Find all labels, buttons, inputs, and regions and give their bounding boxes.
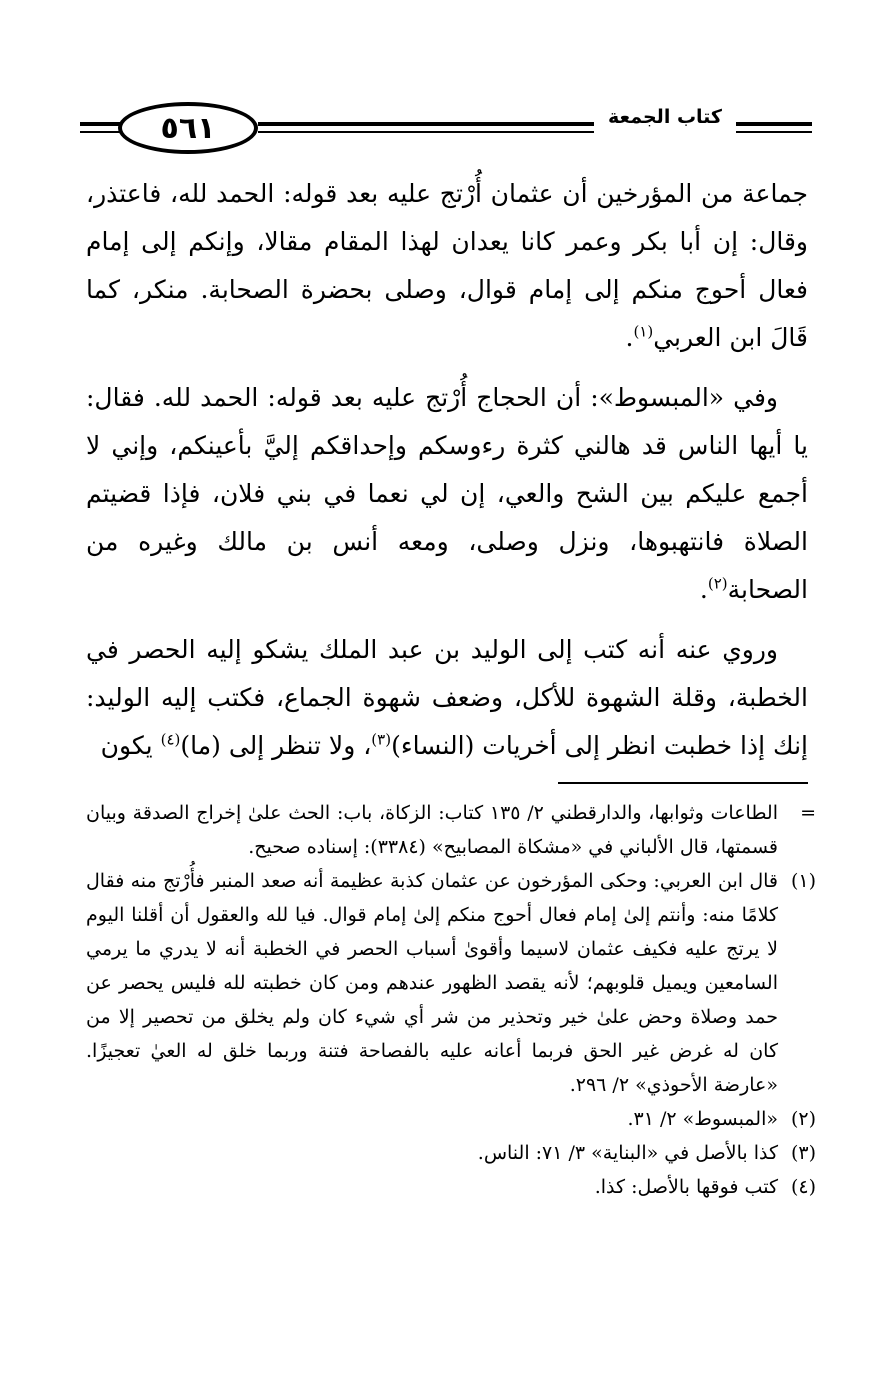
paragraph-1-end: . bbox=[625, 323, 634, 352]
footnote-text: كتب فوقها بالأصل: كذا. bbox=[594, 1176, 778, 1198]
main-text bbox=[86, 170, 808, 782]
paragraph-3-text-c: يكون bbox=[100, 731, 161, 760]
header-rule-middle-thick bbox=[258, 122, 594, 126]
running-title: كتاب الجمعة bbox=[608, 106, 722, 128]
footnote-ref-1: (١) bbox=[633, 322, 654, 341]
paragraph-1-text: جماعة من المؤرخين أن عثمان أُرْتج عليه بعد قوله: الحمد لله، فاعتذر، وقال: إن أبا بكر وعمر كانا يعدان لهذا المقام مقالا، وإنكم إلى إمام فعال أحوج منكم إلى إمام قوال، وصلى بحضرة الصحابة. منكر، كما قَالَ ابن العربي bbox=[86, 179, 808, 352]
paragraph-1 bbox=[86, 170, 808, 362]
header-rule-middle-thin bbox=[258, 131, 594, 133]
header-rule-right-thick bbox=[736, 122, 812, 126]
footnote-separator bbox=[558, 782, 808, 784]
footnote-mark: (١) bbox=[790, 870, 816, 892]
paragraph-3-text-b: ، ولا تنظر إلى (ما) bbox=[180, 731, 372, 760]
footnote-mark: (٢) bbox=[790, 1108, 816, 1130]
running-header bbox=[80, 96, 820, 158]
header-rule-right-thin bbox=[736, 131, 812, 133]
footnote-2 bbox=[86, 1102, 816, 1136]
paragraph-3-text-a: وروي عنه أنه كتب إلى الوليد بن عبد الملك يشكو إليه الحصر في الخطبة، وقلة الشهوة للأكل، وضعف شهوة الجماع، فكتب إليه الوليد: إنك إذا خطبت انظر إلى أخريات (النساء) bbox=[86, 635, 808, 760]
paragraph-2 bbox=[86, 374, 808, 614]
footnote-4 bbox=[86, 1170, 816, 1204]
footnote-ref-2: (٢) bbox=[707, 574, 728, 593]
header-rule-left-thick bbox=[80, 122, 120, 126]
page-number: ٥٦١ bbox=[160, 110, 216, 146]
footnotes bbox=[86, 796, 816, 1204]
header-rule-left-thin bbox=[80, 131, 120, 133]
footnote-ref-3: (٣) bbox=[371, 730, 392, 749]
paragraph-2-text: وفي «المبسوط»: أن الحجاج أُرْتج عليه بعد قوله: الحمد لله. فقال: يا أيها الناس قد هالني كثرة رءوسكم وإحداقكم إليَّ بأعينكم، وإني لا أجمع عليكم بين الشح والعي، إن لي نعما في بني فلان، فإذا قضيتم الصلاة فانتهبوها، ونزل وصلى، ومعه أنس بن مالك وغيره من الصحابة bbox=[86, 383, 808, 604]
footnote-3 bbox=[86, 1136, 816, 1170]
paragraph-3 bbox=[86, 626, 808, 770]
paragraph-2-end: . bbox=[699, 575, 708, 604]
footnote-text: «المبسوط» ٢/ ٣١. bbox=[627, 1108, 778, 1130]
footnote-mark: (٣) bbox=[790, 1142, 816, 1164]
footnote-mark: (٤) bbox=[790, 1176, 816, 1198]
footnote-text: كذا بالأصل في «البناية» ٣/ ٧١: الناس. bbox=[477, 1142, 778, 1164]
footnote-continued bbox=[86, 796, 816, 864]
footnote-text: الطاعات وثوابها، والدارقطني ٢/ ١٣٥ كتاب: الزكاة، باب: الحث علىٰ إخراج الصدقة وبيان قسمتها، قال الألباني في «مشكاة المصابيح» (٣٣٨٤): إسناده صحيح. bbox=[86, 802, 778, 858]
footnote-1 bbox=[86, 864, 816, 1102]
footnote-text: قال ابن العربي: وحكى المؤرخون عن عثمان كذبة عظيمة أنه صعد المنبر فأُرْتج منه فقال كلامًا منه: وأنتم إلىٰ إمام فعال أحوج منكم إلىٰ إمام قوال. فيا لله والعقول أن أقلنا اليوم لا يرتج عليه فكيف عثمان لاسيما وأقوىٰ أسباب الحصر في الخطبة أنه لا يدري ما يرمي السامعين ويميل قلوبهم؛ لأنه يقصد الظهور عندهم ومن كان خطبته لله فليس يحصر عن حمد وصلاة وحض علىٰ خير وتحذير من شر أي شيء كان ولم يخلق من تحصير إلا من كان له غرض غير الحق فربما أعانه عليه بالفصاحة فتنة وربما خلق له العيٰ تعجيزًا. «عارضة الأحوذي» ٢/ ٢٩٦. bbox=[86, 870, 778, 1096]
footnote-ref-4: (٤) bbox=[160, 730, 181, 749]
footnote-mark: = bbox=[800, 802, 816, 824]
page-number-oval bbox=[118, 102, 258, 154]
